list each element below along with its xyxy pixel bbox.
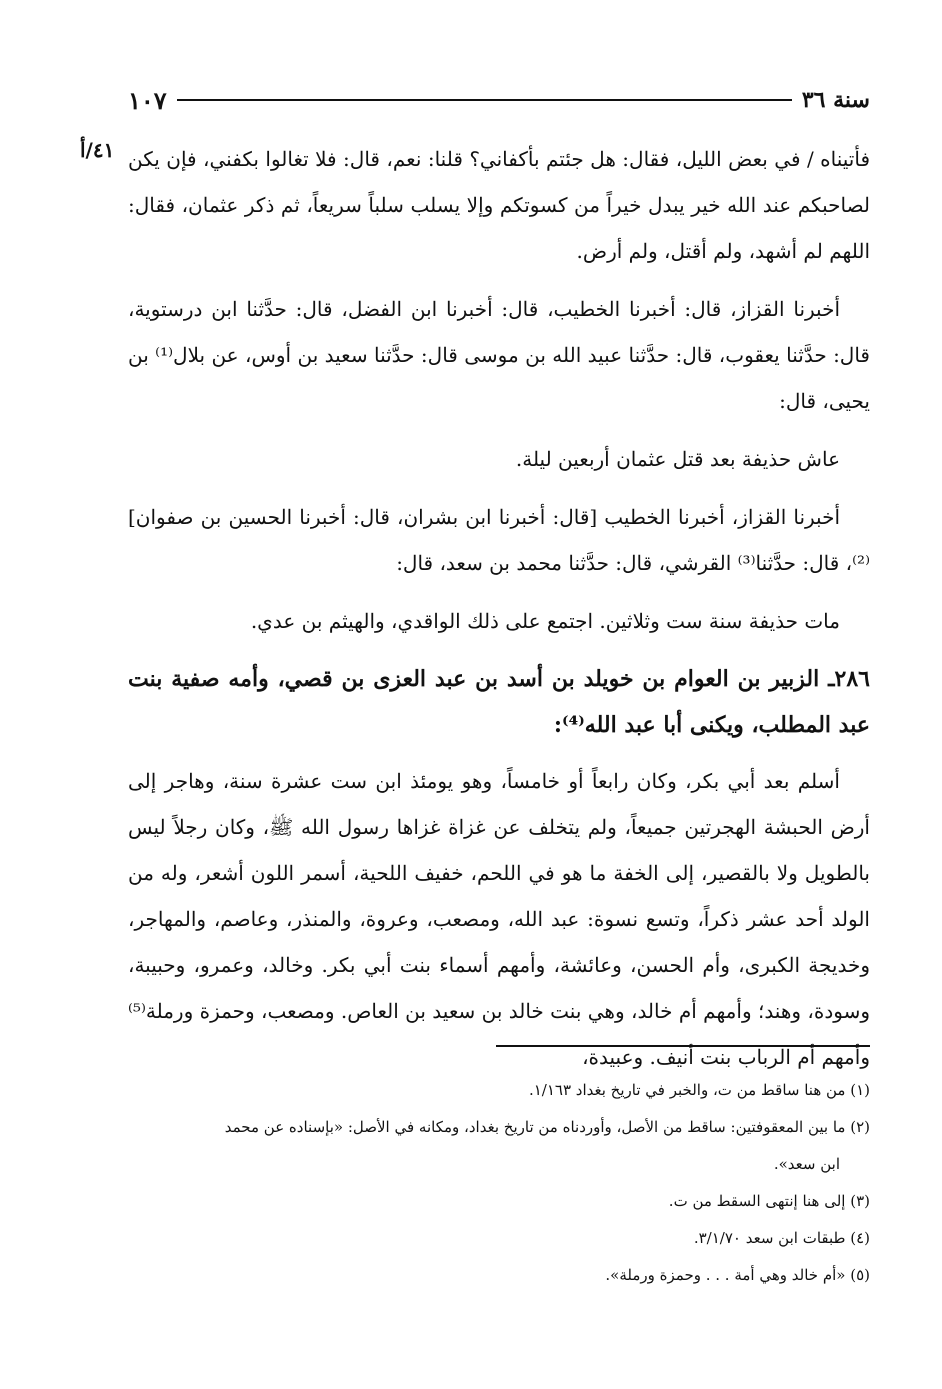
paragraph-4-isnad: أخبرنا القزاز، أخبرنا الخطيب [قال: أخبرنا ابن بشران، قال: أخبرنا الحسين بن صفوان]⁽²⁾، قال: حدَّثنا⁽³⁾ القرشي، قال: حدَّثنا محمد بن سعد، قال: <box>128 505 870 575</box>
paragraph-3: عاش حذيفة بعد قتل عثمان أربعين ليلة. <box>515 447 840 471</box>
biography-heading: ٢٨٦ـ الزبير بن العوام بن خويلد بن أسد بن عبد العزى بن قصي، وأمه صفية بنت عبد المطلب، ويكنى أبا عبد الله⁽⁴⁾: <box>128 666 870 738</box>
running-header <box>128 80 870 120</box>
footnote-4: (٤) طبقات ابن سعد ٣/١/٧٠. <box>693 1229 870 1247</box>
footnotes <box>128 1074 870 1296</box>
folio-margin-note: ٤١/أ <box>80 138 115 162</box>
footnote-5: (٥) «أم خالد وهي أمة . . . وحمزة ورملة». <box>605 1266 870 1284</box>
paragraph-2-isnad: أخبرنا القزاز، قال: أخبرنا الخطيب، قال: أخبرنا ابن الفضل، قال: حدَّثنا ابن درستوية، قال: حدَّثنا يعقوب، قال: حدَّثنا عبيد الله بن موسى قال: حدَّثنا سعيد بن أوس، عن بلال⁽¹⁾ بن يحيى، قال: <box>128 297 870 413</box>
running-header-year: سنة ٣٦ <box>801 87 870 113</box>
main-text <box>128 136 870 1080</box>
footnote-1: (١) من هنا ساقط من ت، والخبر في تاريخ بغداد ١/١٦٣. <box>528 1081 870 1099</box>
header-rule <box>177 99 792 101</box>
page-number: ١٠٧ <box>128 85 167 115</box>
paragraph-7: أسلم بعد أبي بكر، وكان رابعاً أو خامساً، وهو يومئذ ابن ست عشرة سنة، وهاجر إلى أرض الحبشة الهجرتين جميعاً، ولم يتخلف عن غزاة غزاها رسول الله ﷺ، وكان رجلاً ليس بالطويل ولا بالقصير، إلى الخفة ما هو في اللحم، خفيف اللحية، أسمر اللون أشعر، وله من الولد أحد عشر ذكراً، وتسع نسوة: عبد الله، ومصعب، وعروة، والمنذر، وعاصم، والمهاجر، وخديجة الكبرى، وأم الحسن، وعائشة، وأمهم أسماء بنت أبي بكر. وخالد، وعمرو، وحبيبة، وسودة، وهند؛ وأمهم أم خالد، وهي بنت خالد بن سعيد بن العاص. ومصعب، وحمزة ورملة⁽⁵⁾ وأمهم أم الرباب بنت أنيف. وعبيدة، <box>128 769 870 1069</box>
footnote-separator <box>496 1045 870 1047</box>
paragraph-1: فأتيناه / في بعض الليل، فقال: هل جئتم بأكفاني؟ قلنا: نعم، قال: فلا تغالوا بكفني، فإن يكن لصاحبكم عند الله خير يبدل خيراً من كسوتكم وإلا يسلب سلباً سريعاً، ثم ذكر عثمان، فقال: اللهم لم أشهد، ولم أقتل، ولم أرض. <box>128 147 871 263</box>
footnote-2: (٢) ما بين المعقوفتين: ساقط من الأصل، وأوردناه من تاريخ بغداد، ومكانه في الأصل: «بإسناده عن محمد <box>224 1118 870 1136</box>
paragraph-5: مات حذيفة سنة ست وثلاثين. اجتمع على ذلك الواقدي، والهيثم بن عدي. <box>250 609 840 633</box>
footnote-3: (٣) إلى هنا إنتهى السقط من ت. <box>668 1192 870 1210</box>
footnote-2-continuation: ابن سعد». <box>773 1155 840 1173</box>
